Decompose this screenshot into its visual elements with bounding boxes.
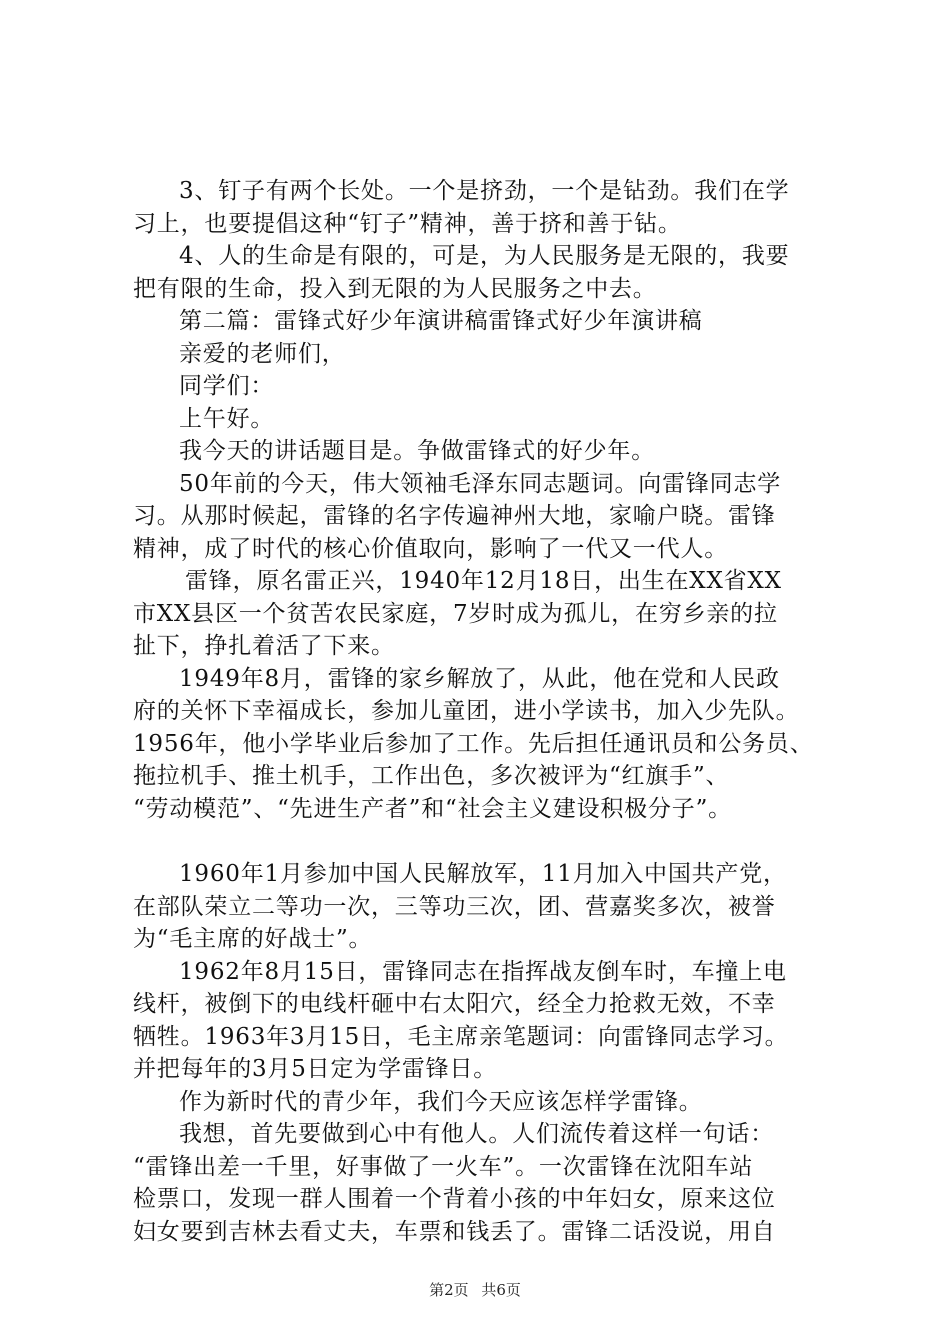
text-line: 3、钉子有两个长处。一个是挤劲，一个是钻劲。我们在学 [179, 178, 790, 204]
body-text [133, 175, 833, 1248]
text-line: 精神，成了时代的核心价值取向，影响了一代又一代人。 [133, 535, 728, 562]
text-line: 线杆，被倒下的电线杆砸中右太阳穴，经全力抢救无效，不幸 [133, 991, 776, 1017]
page-number: 第2页 [429, 1281, 469, 1299]
section-heading: 第二篇：雷锋式好少年演讲稿雷锋式好少年演讲稿 [179, 308, 703, 334]
text-line: 1949年8月，雷锋的家乡解放了，从此，他在党和人民政 [179, 665, 780, 692]
text-line: 府的关怀下幸福成长，参加儿童团，进小学读书，加入少先队。 [133, 698, 800, 724]
text-line: 1962年8月15日，雷锋同志在指挥战友倒车时，车撞上电 [179, 958, 787, 985]
text-line: 把有限的生命，投入到无限的为人民服务之中去。 [133, 275, 657, 302]
text-line: 50年前的今天，伟大领袖毛泽东同志题词。向雷锋同志学 [179, 470, 782, 497]
page-total: 共6页 [481, 1281, 521, 1299]
text-line: 1956年，他小学毕业后参加了工作。先后担任通讯员和公务员、 [133, 730, 814, 757]
text-line: 市XX县区一个贫苦农民家庭，7岁时成为孤儿，在穷乡亲的拉 [133, 600, 778, 627]
text-line: 在部队荣立二等功一次，三等功三次，团、营嘉奖多次，被誉 [133, 893, 776, 920]
text-line: 雷锋，原名雷正兴，1940年12月18日，出生在XX省XX [185, 568, 782, 594]
text-line: 拖拉机手、推土机手，工作出色，多次被评为“红旗手”、 [133, 763, 730, 789]
text-line: “雷锋出差一千里，好事做了一火车”。一次雷锋在沈阳车站 [133, 1153, 754, 1180]
text-line: 同学们： [179, 373, 275, 399]
text-line: 4、人的生命是有限的，可是，为人民服务是无限的，我要 [179, 243, 790, 269]
text-line: 上午好。 [179, 405, 275, 432]
text-line: 1960年1月参加中国人民解放军，11月加入中国共产党， [179, 861, 787, 887]
text-line: 习上，也要提倡这种“钉子”精神，善于挤和善于钻。 [133, 210, 682, 237]
page-footer [0, 1280, 950, 1300]
text-line: 我今天的讲话题目是。争做雷锋式的好少年。 [179, 438, 655, 464]
text-line: 扯下，挣扎着活了下来。 [133, 633, 395, 659]
text-line: 牺牲。1963年3月15日，毛主席亲笔题词：向雷锋同志学习。 [133, 1023, 789, 1050]
text-line: 为“毛主席的好战士”。 [133, 926, 373, 952]
text-line: “劳动模范”、“先进生产者”和“社会主义建设积极分子”。 [133, 795, 732, 822]
text-line: 检票口，发现一群人围着一个背着小孩的中年妇女，原来这位 [133, 1186, 776, 1212]
text-line: 习。从那时候起，雷锋的名字传遍神州大地，家喻户晓。雷锋 [133, 503, 776, 529]
paragraph-gap [133, 825, 833, 858]
text-line: 我想，首先要做到心中有他人。人们流传着这样一句话： [179, 1121, 774, 1147]
text-line: 作为新时代的青少年，我们今天应该怎样学雷锋。 [179, 1088, 703, 1115]
text-line: 亲爱的老师们， [179, 340, 346, 367]
text-line: 并把每年的3月5日定为学雷锋日。 [133, 1056, 498, 1082]
text-line: 妇女要到吉林去看丈夫，车票和钱丢了。雷锋二话没说，用自 [133, 1218, 776, 1245]
